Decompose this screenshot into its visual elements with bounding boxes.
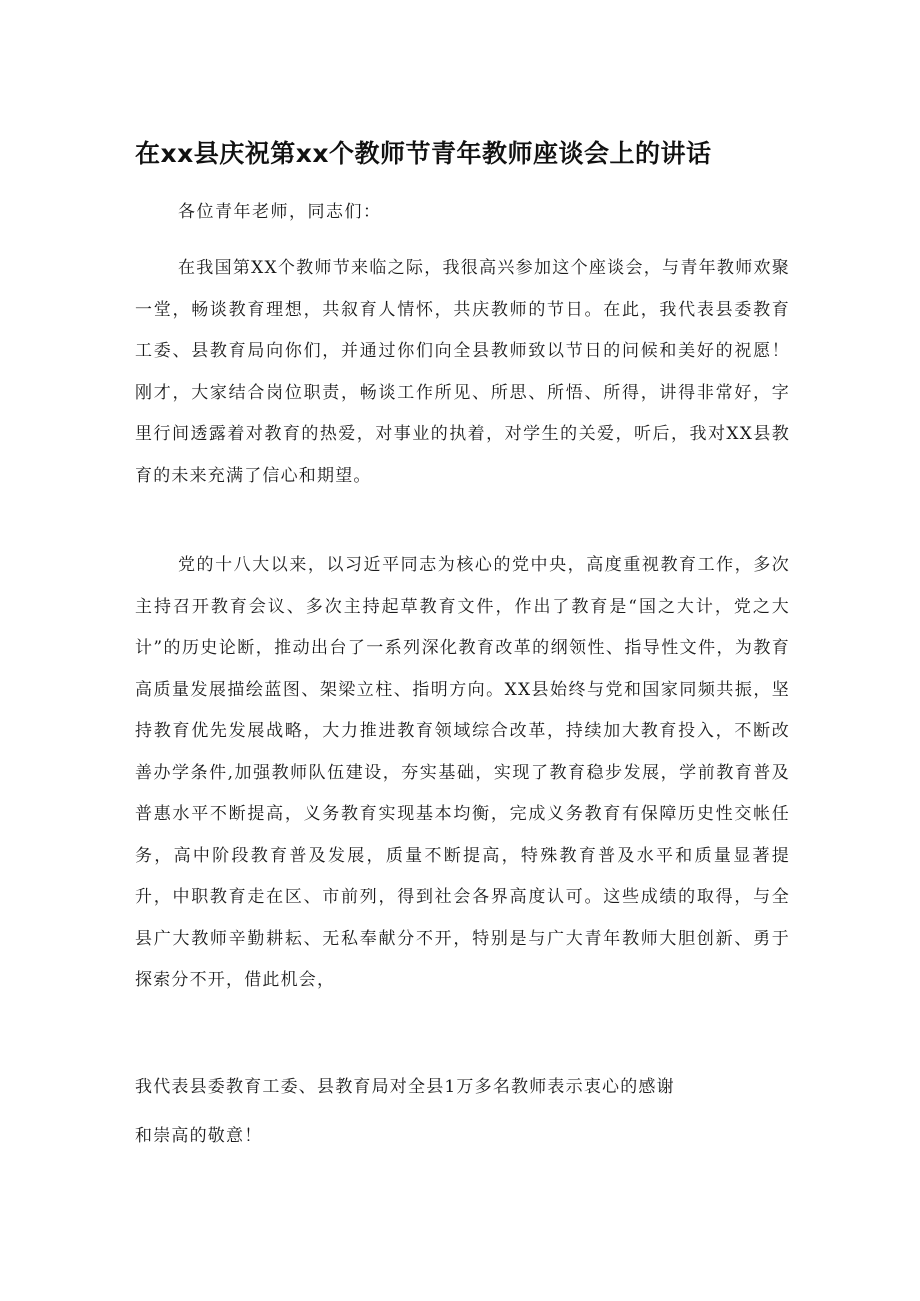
document-title: 在xx县庆祝第xx个教师节青年教师座谈会上的讲话: [135, 139, 712, 168]
closing-line-2: 和崇高的敬意！: [135, 1126, 263, 1146]
closing-line-1: 我代表县委教育工委、县教育局对全县1万多名教师表示衷心的感谢: [135, 1077, 675, 1097]
speech-greeting: 各位青年老师，同志们：: [178, 202, 382, 222]
body-paragraph-1: 在我国第XX个教师节来临之际，我很高兴参加这个座谈会，与青年教师欢聚一堂，畅谈教育理想，共叙育人情怀，共庆教师的节日。在此，我代表县委教育工委、县教育局向你们，并通过你们向全县教师致以节日的问候和美好的祝愿！刚才，大家结合岗位职责，畅谈工作所见、所思、所悟、所得，讲得非常好，字里行间透露着对教育的热爱，对事业的执着，对学生的关爱，听后，我对XX县教育的未来充满了信心和期望。: [135, 258, 790, 486]
body-paragraph-2: 党的十八大以来，以习近平同志为核心的党中央，高度重视教育工作，多次主持召开教育会议、多次主持起草教育文件，作出了教育是“国之大计，党之大计”的历史论断，推动出台了一系列深化教育改革的纲领性、指导性文件，为教育高质量发展描绘蓝图、架梁立柱、指明方向。XX县始终与党和国家同频共振，坚持教育优先发展战略，大力推进教育领域综合改革，持续加大教育投入，不断改善办学条件,加强教师队伍建设，夯实基础，实现了教育稳步发展，学前教育普及普惠水平不断提高，义务教育实现基本均衡，完成义务教育有保障历史性交帐任务，高中阶段教育普及发展，质量不断提高，特殊教育普及水平和质量显著提升，中职教育走在区、市前列，得到社会各界高度认可。这些成绩的取得，与全县广大教师辛勤耕耘、无私奉献分不开，特别是与广大青年教师大胆创新、勇于探索分不开，借此机会，: [135, 555, 790, 990]
